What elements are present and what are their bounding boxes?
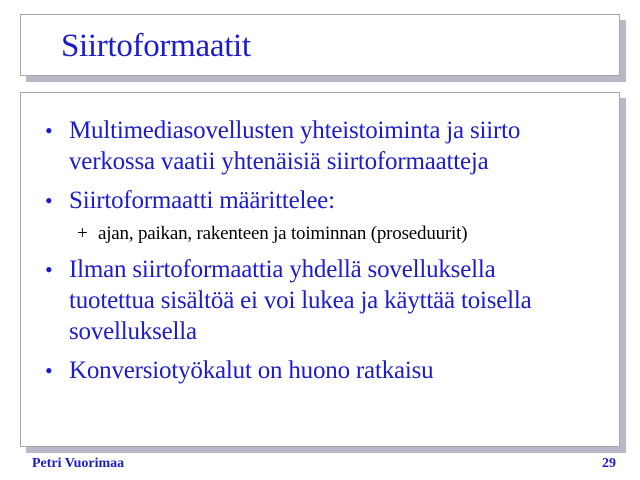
page-number: 29: [602, 456, 616, 471]
sub-bullet-text: ajan, paikan, rakenteen ja toiminnan (proseduurit): [98, 223, 468, 244]
bullet-line: Ilman siirtoformaattia yhdellä sovelluksella: [69, 256, 496, 283]
bullet-line: Konversiotyökalut on huono ratkaisu: [69, 357, 434, 384]
bullet-item: [45, 185, 615, 216]
bullet-item: [45, 115, 615, 177]
footer-author: Petri Vuorimaa: [32, 456, 125, 471]
bullet-item: [45, 355, 615, 386]
content-box: [20, 92, 620, 447]
bullet-dot-icon: •: [45, 118, 53, 143]
bullet-line: sovelluksella: [69, 318, 197, 345]
title-box: [20, 14, 620, 76]
bullet-line: Multimediasovellusten yhteistoiminta ja siirto: [69, 117, 521, 144]
bullet-dot-icon: •: [45, 257, 53, 282]
bullet-line: tuotettua sisältöä ei voi lukea ja käyttää toisella: [69, 287, 532, 314]
bullet-line: Siirtoformaatti määrittelee:: [69, 187, 335, 214]
bullet-list: [45, 115, 615, 394]
bullet-item: [45, 254, 615, 347]
plus-icon: +: [77, 223, 88, 244]
bullet-line: verkossa vaatii yhtenäisiä siirtoformaatteja: [69, 148, 489, 175]
slide-title: Siirtoformaatit: [61, 28, 251, 64]
sub-bullet-item: [45, 222, 615, 246]
bullet-dot-icon: •: [45, 358, 53, 383]
bullet-dot-icon: •: [45, 188, 53, 213]
